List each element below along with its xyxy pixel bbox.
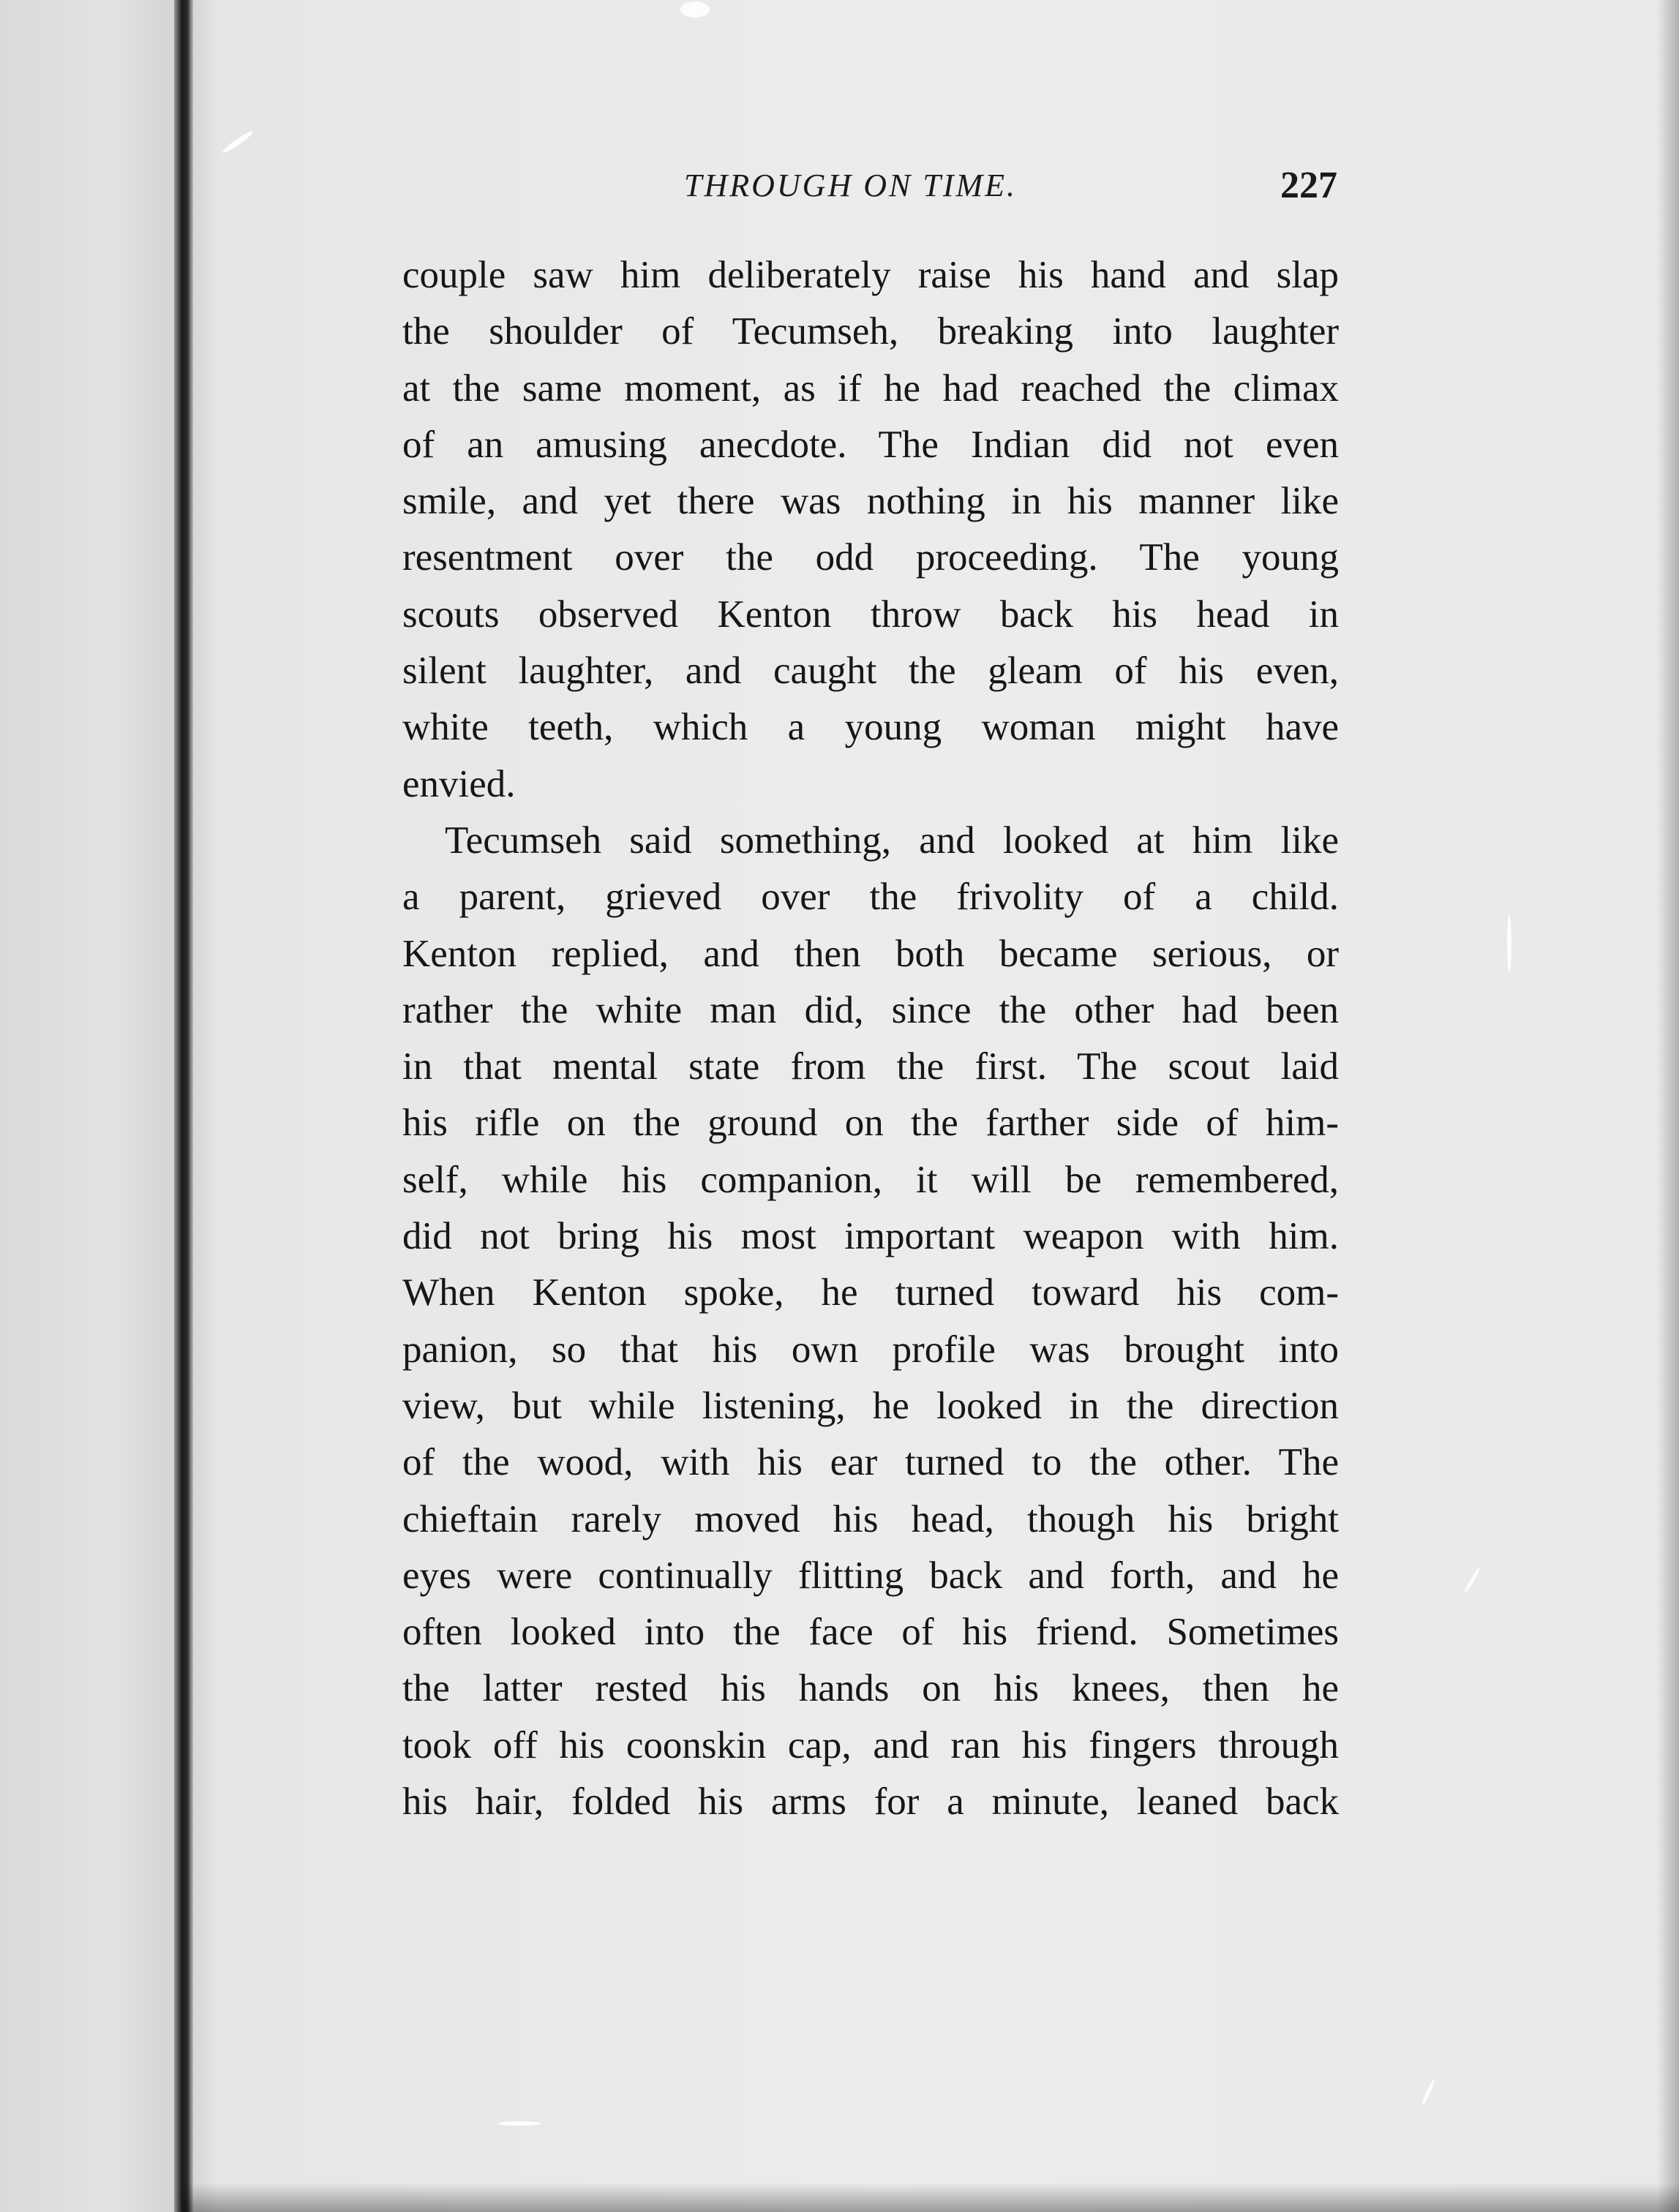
- scan-speck: [1463, 1566, 1481, 1593]
- text-line: smile, and yet there was nothing in his manner like: [402, 480, 1339, 523]
- scan-speck: [497, 2121, 541, 2126]
- paragraph-2: [402, 813, 1339, 1830]
- text-line: eyes were continually flitting back and forth, and he: [402, 1554, 1339, 1597]
- text-line: chieftain rarely moved his head, though his bright: [402, 1497, 1339, 1540]
- text-line: a parent, grieved over the frivolity of a child.: [402, 876, 1339, 919]
- body-text: [402, 247, 1339, 1830]
- scan-speck: [1421, 2078, 1436, 2106]
- page-header: [402, 167, 1339, 218]
- text-line: view, but while listening, he looked in the direction: [402, 1384, 1339, 1427]
- scan-speck: [221, 129, 255, 154]
- text-line: took off his coonskin cap, and ran his fingers through: [402, 1723, 1339, 1767]
- text-line: of the wood, with his ear turned to the other. The: [402, 1441, 1339, 1484]
- text-line: Tecumseh said something, and looked at him like: [445, 819, 1339, 862]
- text-line: envied.: [402, 762, 516, 805]
- page-bottom-shadow: [183, 2183, 1679, 2212]
- scan-speck: [1507, 914, 1511, 973]
- page-number: 227: [1280, 165, 1337, 206]
- scan-speck: [680, 1, 710, 18]
- facing-page-edge: [0, 0, 183, 2212]
- text-line: self, while his companion, it will be remembered,: [402, 1158, 1339, 1201]
- text-line: silent laughter, and caught the gleam of his even,: [402, 650, 1339, 693]
- text-line: in that mental state from the first. The scout laid: [402, 1045, 1339, 1088]
- text-line: the shoulder of Tecumseh, breaking into laughter: [402, 310, 1339, 353]
- text-line: rather the white man did, since the other had been: [402, 988, 1339, 1031]
- text-line: the latter rested his hands on his knees, then he: [402, 1667, 1339, 1710]
- text-line: his hair, folded his arms for a minute, leaned back: [402, 1780, 1339, 1824]
- text-line: often looked into the face of his friend. Sometimes: [402, 1611, 1339, 1654]
- text-line: resentment over the odd proceeding. The young: [402, 536, 1339, 579]
- text-line: panion, so that his own profile was brought into: [402, 1328, 1339, 1371]
- text-line: Kenton replied, and then both became serious, or: [402, 932, 1339, 975]
- paragraph-1: [402, 247, 1339, 813]
- text-line: When Kenton spoke, he turned toward his com-: [402, 1271, 1339, 1314]
- text-line: his rifle on the ground on the farther side of him-: [402, 1102, 1339, 1145]
- page-edge-shadow: [1657, 0, 1679, 2212]
- running-head: THROUGH ON TIME.: [684, 168, 1017, 203]
- text-line: of an amusing anecdote. The Indian did not even: [402, 423, 1339, 466]
- book-gutter: [174, 0, 193, 2212]
- text-line: at the same moment, as if he had reached the climax: [402, 366, 1339, 410]
- text-line: couple saw him deliberately raise his hand and slap: [402, 254, 1339, 296]
- text-line: white teeth, which a young woman might have: [402, 706, 1339, 749]
- text-line: did not bring his most important weapon with him.: [402, 1215, 1339, 1258]
- text-line: scouts observed Kenton throw back his head in: [402, 592, 1339, 636]
